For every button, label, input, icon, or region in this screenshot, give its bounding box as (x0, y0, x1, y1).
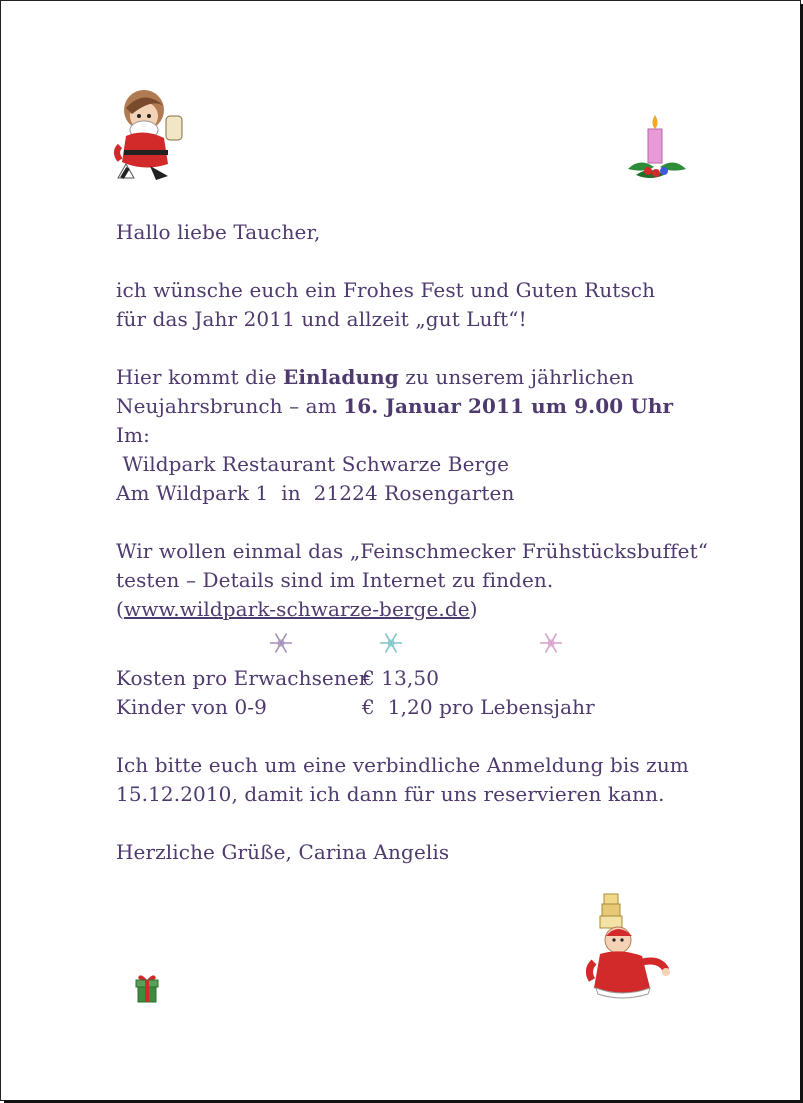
cost-value: € 1,20 pro Lebensjahr (362, 695, 595, 719)
registration-line: Ich bitte euch um eine verbindliche Anmeldung bis zum (116, 753, 689, 777)
angel-clipart-icon (586, 892, 672, 1004)
candle-clipart-icon (624, 113, 690, 183)
event-date: 16. Januar 2011 um 9.00 Uhr (343, 394, 674, 418)
snowflake-row (116, 624, 756, 664)
invitation-line: Hier kommt die Einladung zu unserem jährlichen (116, 365, 634, 389)
buffet-line: Wir wollen einmal das „Feinschmecker Frühstücksbuffet“ (116, 539, 709, 563)
closing-signature: Herzliche Grüße, Carina Angelis (116, 840, 450, 864)
gift-icon (134, 972, 160, 1004)
wishes-line: ich wünsche euch ein Frohes Fest und Guten Rutsch (116, 278, 656, 302)
cost-label: Kinder von 0-9 (116, 695, 267, 719)
santa-clipart-icon (112, 86, 194, 184)
website-link[interactable]: www.wildpark-schwarze-berge.de (123, 597, 470, 621)
cost-value: € 13,50 (362, 666, 440, 690)
registration-line: 15.12.2010, damit ich dann für uns reservieren kann. (116, 782, 665, 806)
venue-name: Wildpark Restaurant Schwarze Berge (116, 452, 510, 476)
cost-row-adult (116, 664, 756, 693)
venue-address: Am Wildpark 1 in 21224 Rosengarten (116, 481, 515, 505)
greeting: Hallo liebe Taucher, (116, 220, 321, 244)
buffet-line: testen – Details sind im Internet zu finden. (116, 568, 554, 592)
snowflake-icon (538, 630, 564, 656)
letter-body (116, 218, 756, 867)
cost-label: Kosten pro Erwachsener (116, 666, 369, 690)
website-line: (www.wildpark-schwarze-berge.de) (116, 597, 478, 621)
invitation-date-line: Neujahrsbrunch – am 16. Januar 2011 um 9.00 Uhr (116, 394, 674, 418)
invitation-keyword: Einladung (282, 365, 399, 389)
cost-row-children (116, 693, 756, 722)
snowflake-icon (378, 630, 404, 656)
snowflake-icon (268, 630, 294, 656)
wishes-line: für das Jahr 2011 und allzeit „gut Luft“! (116, 307, 527, 331)
venue-label: Im: (116, 423, 150, 447)
